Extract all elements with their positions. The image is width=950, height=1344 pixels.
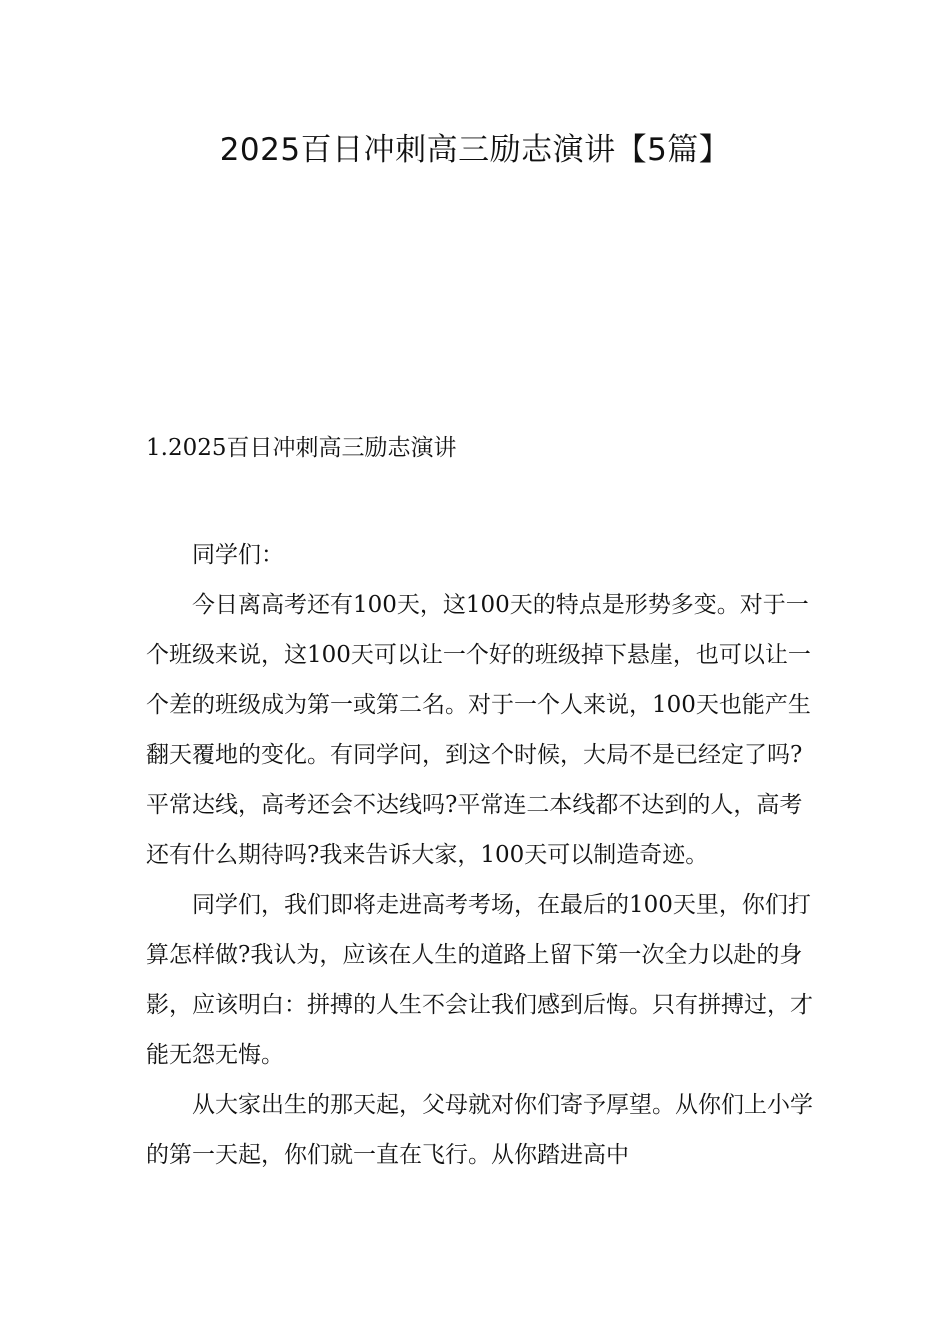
document-title: 2025百日冲刺高三励志演讲【5篇】	[219, 132, 731, 168]
section-heading: 1.2025百日冲刺高三励志演讲	[146, 435, 457, 461]
document-body	[146, 530, 816, 1180]
paragraph: 今日离高考还有100天，这100天的特点是形势多变。对于一个班级来说，这100天可以让一个好的班级掉下悬崖，也可以让一个差的班级成为第一或第二名。对于一个人来说，100天也能产生翻天覆地的变化。有同学问，到这个时候，大局不是已经定了吗?平常达线，高考还会不达线吗?平常连二本线都不达到的人，高考还有什么期待吗?我来告诉大家，100天可以制造奇迹。	[146, 592, 811, 868]
paragraph: 同学们，我们即将走进高考考场，在最后的100天里，你们打算怎样做?我认为，应该在人生的道路上留下第一次全力以赴的身影，应该明白：拼搏的人生不会让我们感到后悔。只有拼搏过，才能无怨无悔。	[146, 892, 813, 1068]
paragraph-greeting: 同学们：	[192, 542, 284, 568]
paragraph: 从大家出生的那天起，父母就对你们寄予厚望。从你们上小学的第一天起，你们就一直在飞行。从你踏进高中	[146, 1092, 813, 1168]
